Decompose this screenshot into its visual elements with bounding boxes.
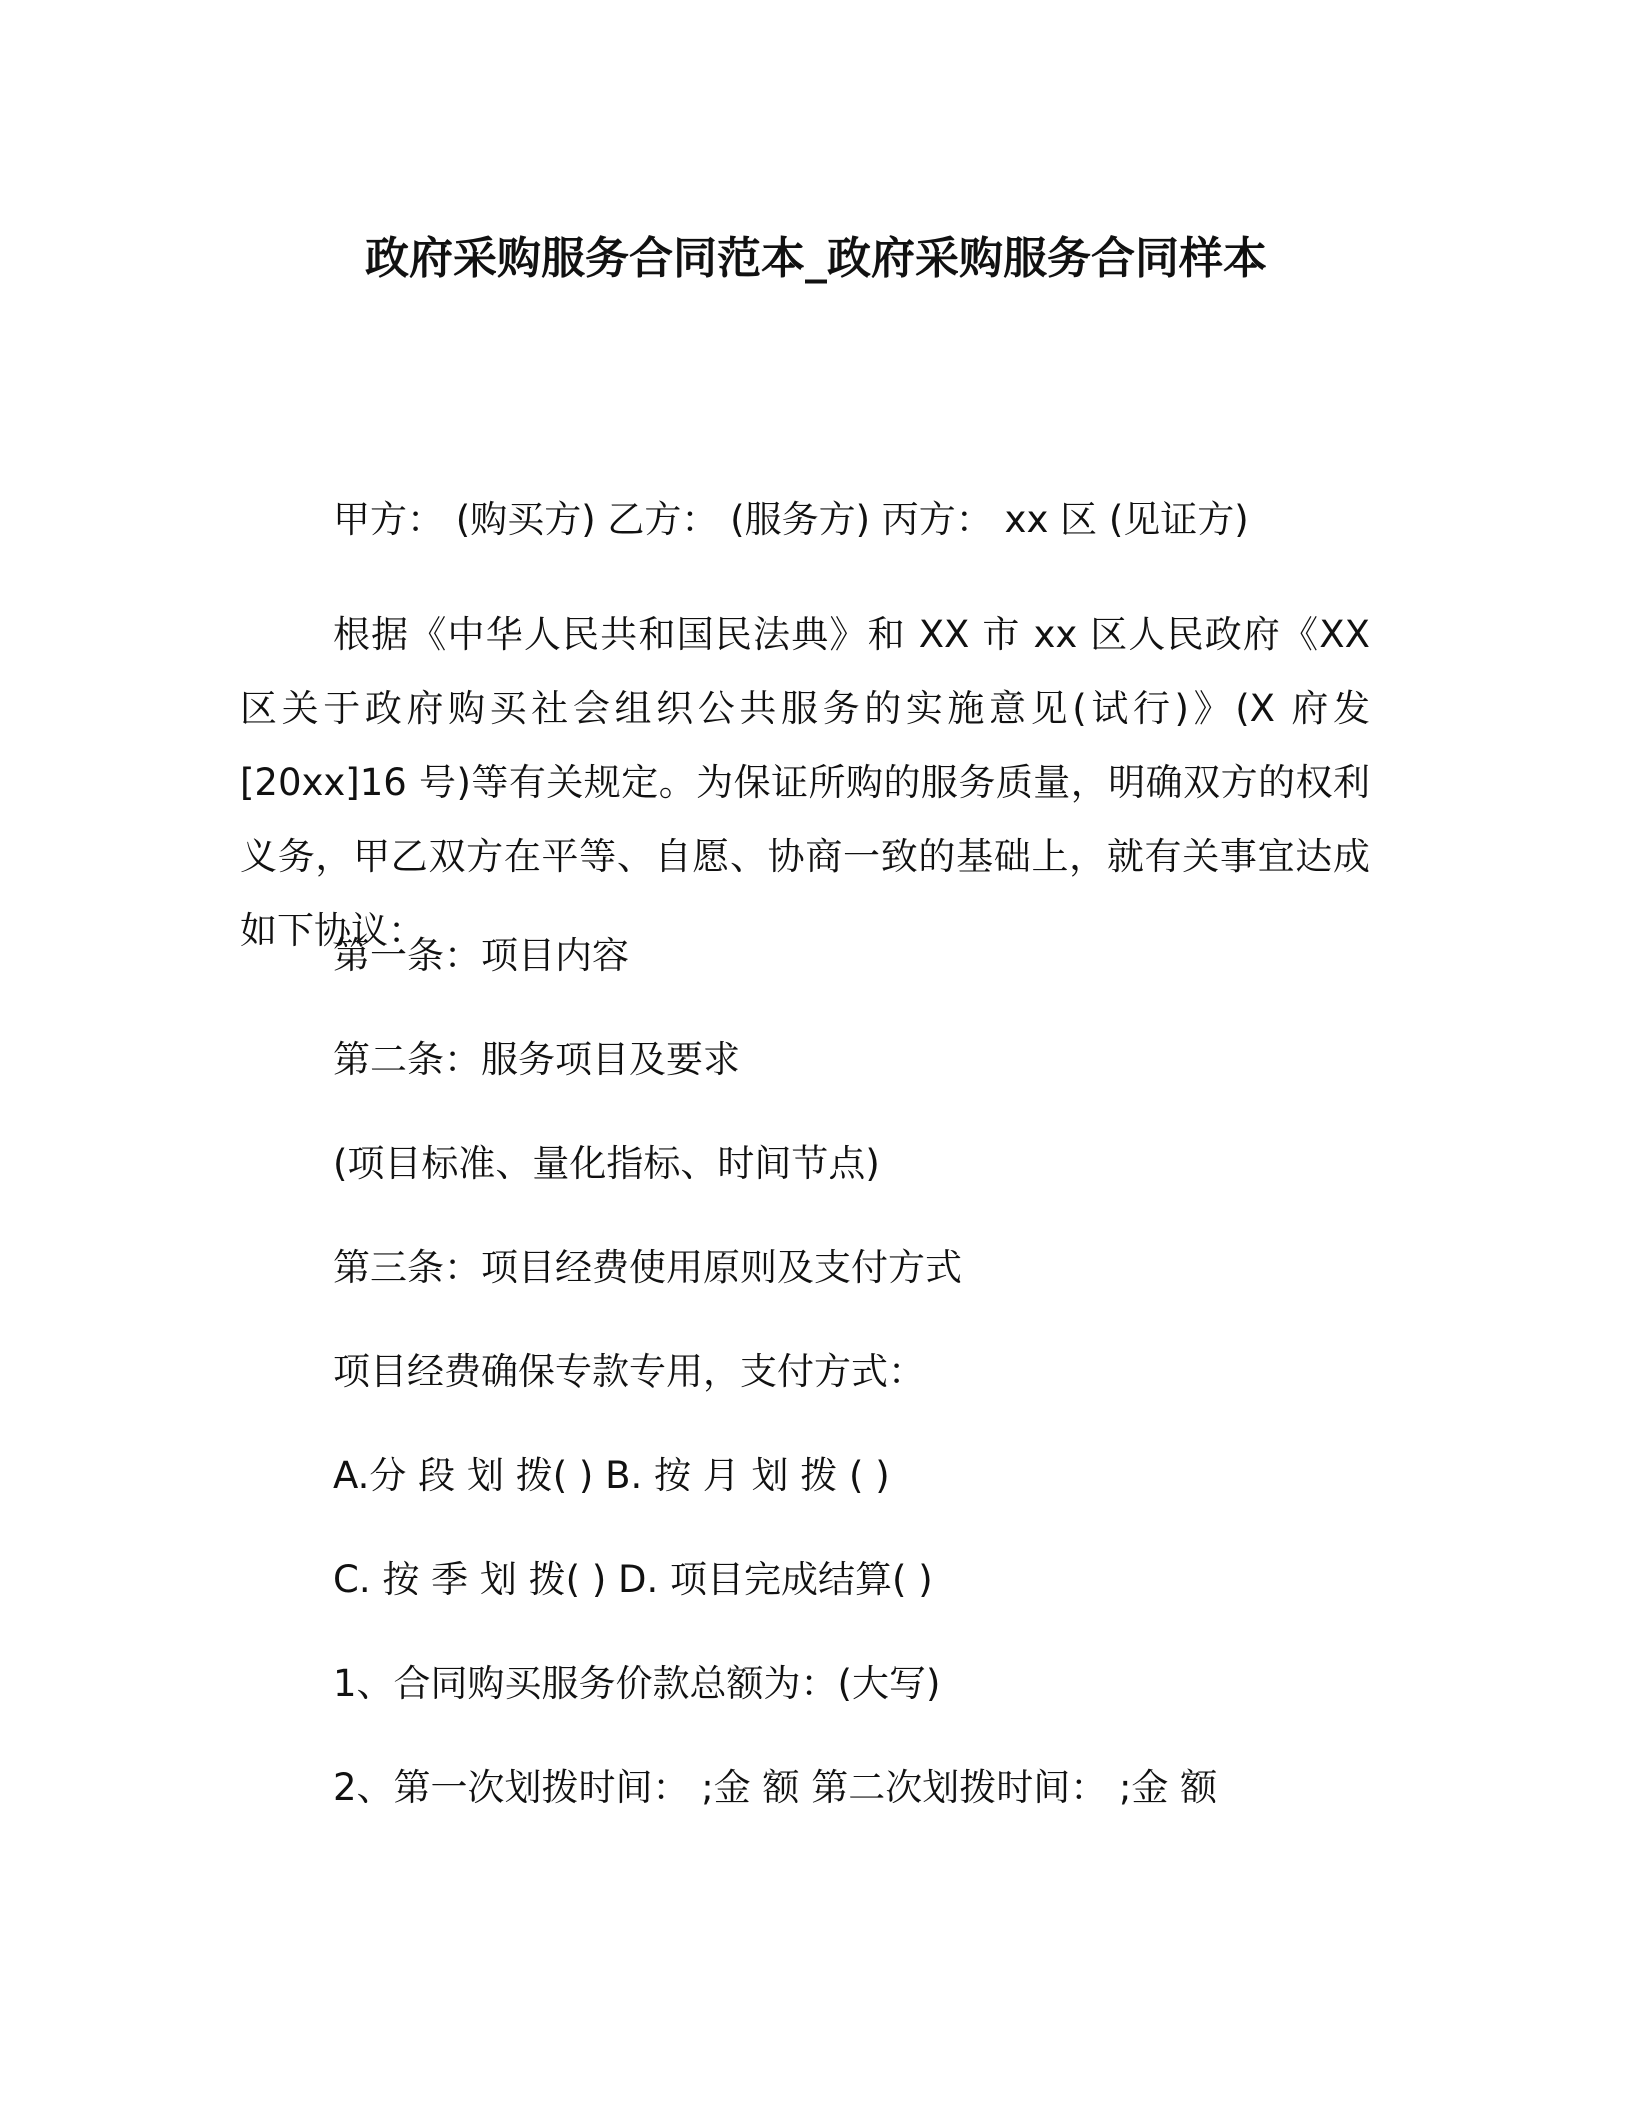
article-1-heading: 第一条：项目内容 <box>333 934 629 977</box>
intro-paragraph: 根据《中华人民共和国民法典》和 XX 市 xx 区人民政府《XX 区关于政府购买社会组织公共服务的实施意见(试行)》(X 府发[20xx]16 号)等有关规定。为保证所购的服务质量，明确双方的权利义务，甲乙双方在平等、自愿、协商一致的基础上，就有关事宜达成如下协议： <box>240 613 1370 952</box>
funding-line: 项目经费确保专款专用，支付方式： <box>333 1350 925 1393</box>
document-title: 政府采购服务合同范本_政府采购服务合同样本 <box>365 233 1267 284</box>
installment-line: 2、第一次划拨时间： ;金 额 第二次划拨时间： ;金 额 <box>333 1766 1218 1809</box>
parties-line: 甲方： (购买方) 乙方： (服务方) 丙方： xx 区 (见证方) <box>333 498 1249 541</box>
payment-options-cd: C. 按 季 划 拨( ) D. 项目完成结算( ) <box>333 1558 933 1601</box>
article-2-note: (项目标准、量化指标、时间节点) <box>333 1142 880 1185</box>
payment-options-ab: A.分 段 划 拨( ) B. 按 月 划 拨 ( ) <box>333 1454 890 1497</box>
article-2-heading: 第二条：服务项目及要求 <box>333 1038 740 1081</box>
total-price-line: 1、合同购买服务价款总额为：(大写) <box>333 1662 941 1705</box>
article-3-heading: 第三条：项目经费使用原则及支付方式 <box>333 1246 962 1289</box>
